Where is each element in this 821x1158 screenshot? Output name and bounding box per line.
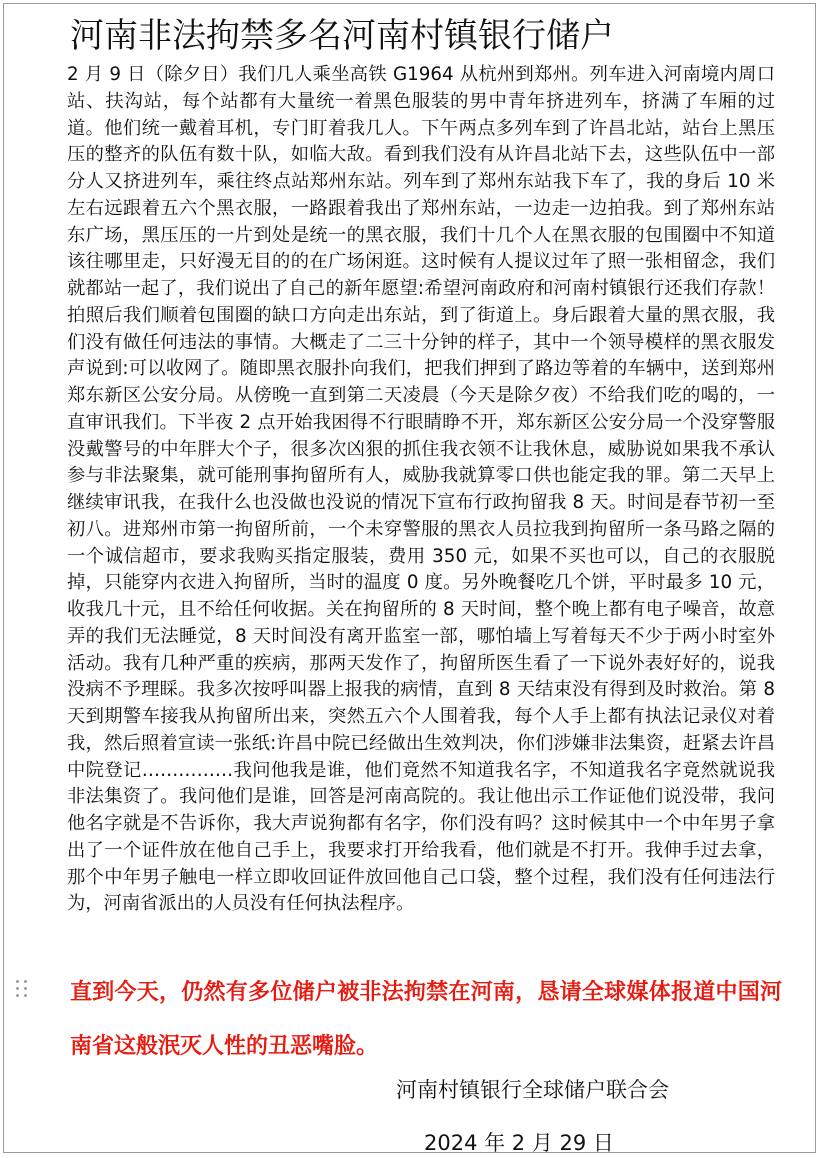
signature: 河南村镇银行全球储户联合会 [396,1078,669,1102]
document-page [3,3,816,1153]
document-date: 2024 年 2 月 29 日 [424,1131,614,1155]
appeal-paragraph: 直到今天，仍然有多位储户被非法拘禁在河南，恳请全球媒体报道中国河南省这般泯灭人性的丑恶嘴脸。 [70,980,782,1059]
drag-handle-icon[interactable] [16,980,30,998]
document-title: 河南非法拘禁多名河南村镇银行储户 [70,16,614,56]
document-body: 2 月 9 日（除夕日）我们几人乘坐高铁 G1964 从杭州到郑州。列车进入河南境内周口站、扶沟站，每个站都有大量统一着黑色服装的男中青年挤进列车，挤满了车厢的过道。他们统一戴着耳机，专门盯着我几人。下午两点多列车到了许昌北站，站台上黑压压的整齐的队伍有数十队，如临大敌。看到我们没有从许昌北站下去，这些队伍中一部分人又挤进列车，乘往终点站郑州东站。列车到了郑州东站我下车了，我的身后 10 米左右远跟着五六个黑衣服，一路跟着我出了郑州东站，一边走一边拍我。到了郑州东站东广场，黑压压的一片到处是统一的黑衣服，我们十几个人在黑衣服的包围圈中不知道该往哪里走，只好漫无目的的在广场闲逛。这时候有人提议过年了照一张相留念，我们就都站一起了，我们说出了自己的新年愿望:希望河南政府和河南村镇银行还我们存款！拍照后我们顺着包围圈的缺口方向走出东站，到了街道上。身后跟着大量的黑衣服，我们没有做任何违法的事情。大概走了二三十分钟的样子，其中一个领导模样的黑衣服发声说到:可以收网了。随即黑衣服扑向我们，把我们押到了路边等着的车辆中，送到郑州郑东新区公安分局。从傍晚一直到第二天凌晨（今天是除夕夜）不给我们吃的喝的，一直审讯我们。下半夜 2 点开始我困得不行眼睛睁不开，郑东新区公安分局一个没穿警服没戴警号的中年胖大个子，很多次凶狠的抓住我衣领不让我休息，威胁说如果我不承认参与非法聚集，就可能刑事拘留所有人，威胁我就算零口供也能定我的罪。第二天早上继续审讯我，在我什么也没做也没说的情况下宣布行政拘留我 8 天。时间是春节初一至初八。进郑州市第一拘留所前，一个未穿警服的黑衣人员拉我到拘留所一条马路之隔的一个诚信超市，要求我购买指定服装，费用 350 元，如果不买也可以，自己的衣服脱掉，只能穿内衣进入拘留所，当时的温度 0 度。另外晚餐吃几个饼，平时最多 10 元，收我几十元，且不给任何收据。关在拘留所的 8 天时间，整个晚上都有电子噪音，故意弄的我们无法睡觉，8 天时间没有离开监室一部，哪怕墙上写着每天不少于两小时室外活动。我有几种严重的疾病，那两天发作了，拘留所医生看了一下说外表好好的，说我没病不予理睬。我多次按呼叫器上报我的病情，直到 8 天结束没有得到及时救治。第 8 天到期警车接我从拘留所出来，突然五六个人围着我，每个人手上都有执法记录仪对着我，然后照着宣读一张纸:许昌中院已经做出生效判决，你们涉嫌非法集资，赶紧去许昌中院登记……………我问他我是谁，他们竟然不知道我名字，不知道我名字竟然就说我非法集资了。我问他们是谁，回答是河南高院的。我让他出示工作证他们说没带，我问他名字就是不告诉你，我大声说狗都有名字，你们没有吗？这时候其中一个中年男子拿出了一个证件放在他自己手上，我要求打开给我看，他们就是不打开。我伸手过去拿，那个中年男子触电一样立即收回证件放回他自己口袋，整个过程，我们没有任何违法行为，河南省派出的人员没有任何执法程序。 [67,64,775,915]
